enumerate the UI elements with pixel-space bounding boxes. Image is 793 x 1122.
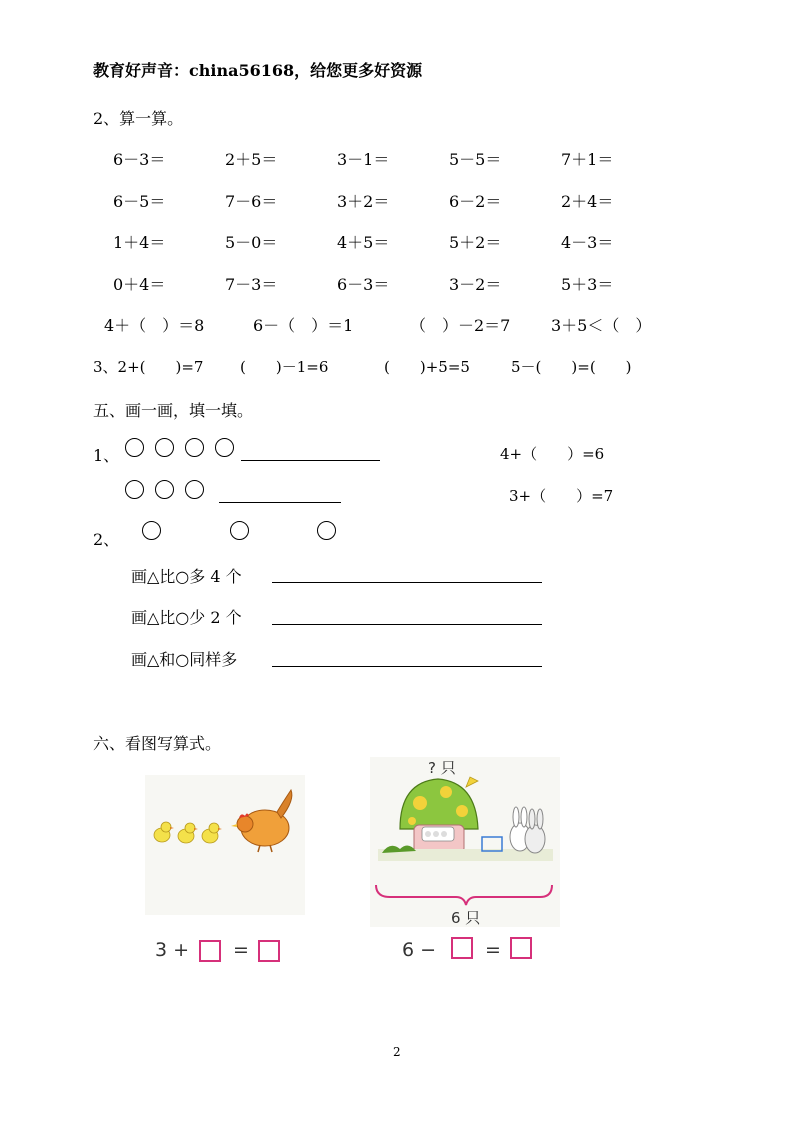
q1-equation-2: 3+（ ）=7 <box>509 487 614 505</box>
calc-cell: 3－2＝ <box>449 275 502 294</box>
right-equation-equals: = <box>485 939 501 961</box>
blank-equation: 4＋（ ）＝8 <box>104 316 205 335</box>
calc-cell: 0＋4＝ <box>113 275 166 294</box>
draw-instruction: 画△比○多 4 个 <box>131 567 242 586</box>
left-equation-equals: = <box>233 939 249 961</box>
q1-equation-1: 4+（ ）=6 <box>500 445 605 463</box>
calc-cell: 6－5＝ <box>113 192 166 211</box>
circle-shape <box>185 480 204 499</box>
calc-cell: 2＋5＝ <box>225 150 278 169</box>
circle-shape <box>215 438 234 457</box>
section-3-item: 5－( )=( ) <box>511 358 632 376</box>
answer-box[interactable] <box>258 940 280 962</box>
circle-shape <box>125 480 144 499</box>
section-2-title: 2、算一算。 <box>93 109 184 128</box>
calc-cell: 5－0＝ <box>225 233 278 252</box>
calc-cell: 7＋1＝ <box>561 150 614 169</box>
section-6-title: 六、看图写算式。 <box>93 734 222 753</box>
circle-shape <box>142 521 161 540</box>
circle-shape <box>185 438 204 457</box>
section-5-title: 五、画一画，填一填。 <box>93 401 254 420</box>
answer-line <box>272 582 542 583</box>
section-3-item: 3、2+( )=7 <box>93 358 204 376</box>
left-equation-start: 3 + <box>155 939 190 961</box>
total-count-label: 6 只 <box>451 909 481 927</box>
answer-line <box>272 624 542 625</box>
calc-cell: 2＋4＝ <box>561 192 614 211</box>
unknown-count-label: ? 只 <box>428 759 456 777</box>
calc-cell: 7－3＝ <box>225 275 278 294</box>
calc-cell: 3＋2＝ <box>337 192 390 211</box>
calc-cell: 7－6＝ <box>225 192 278 211</box>
section-3-item: ( )－1=6 <box>240 358 329 376</box>
calc-cell: 6－3＝ <box>113 150 166 169</box>
calc-cell: 5＋3＝ <box>561 275 614 294</box>
circle-shape <box>317 521 336 540</box>
calc-cell: 5－5＝ <box>449 150 502 169</box>
draw-instruction: 画△和○同样多 <box>131 650 238 669</box>
calc-cell: 6－2＝ <box>449 192 502 211</box>
draw-instruction: 画△比○少 2 个 <box>131 608 242 627</box>
blank-equation: 6－（ ）＝1 <box>253 316 354 335</box>
page-number: 2 <box>393 1045 401 1059</box>
right-equation-start: 6 − <box>402 939 437 961</box>
q2-label: 2、 <box>93 530 120 549</box>
chicks-hen-illustration <box>145 760 305 920</box>
answer-box[interactable] <box>451 937 473 959</box>
circle-shape <box>155 480 174 499</box>
calc-cell: 4＋5＝ <box>337 233 390 252</box>
calc-cell: 6－3＝ <box>337 275 390 294</box>
section-3-item: ( )+5=5 <box>384 358 470 376</box>
circle-shape <box>155 438 174 457</box>
answer-line <box>272 666 542 667</box>
blank-equation: 3＋5＜（ ） <box>551 316 652 335</box>
answer-line <box>241 460 380 461</box>
answer-box[interactable] <box>510 937 532 959</box>
calc-cell: 5＋2＝ <box>449 233 502 252</box>
calc-cell: 3－1＝ <box>337 150 390 169</box>
circle-shape <box>125 438 144 457</box>
answer-box[interactable] <box>199 940 221 962</box>
blank-equation: （ ）－2＝7 <box>410 316 511 335</box>
answer-line <box>219 502 341 503</box>
circle-shape <box>230 521 249 540</box>
page-header: 教育好声音：china56168，给您更多好资源 <box>93 61 423 80</box>
calc-cell: 4－3＝ <box>561 233 614 252</box>
q1-label: 1、 <box>93 446 120 465</box>
calc-cell: 1＋4＝ <box>113 233 166 252</box>
mushroom-rabbits-illustration <box>370 757 560 932</box>
